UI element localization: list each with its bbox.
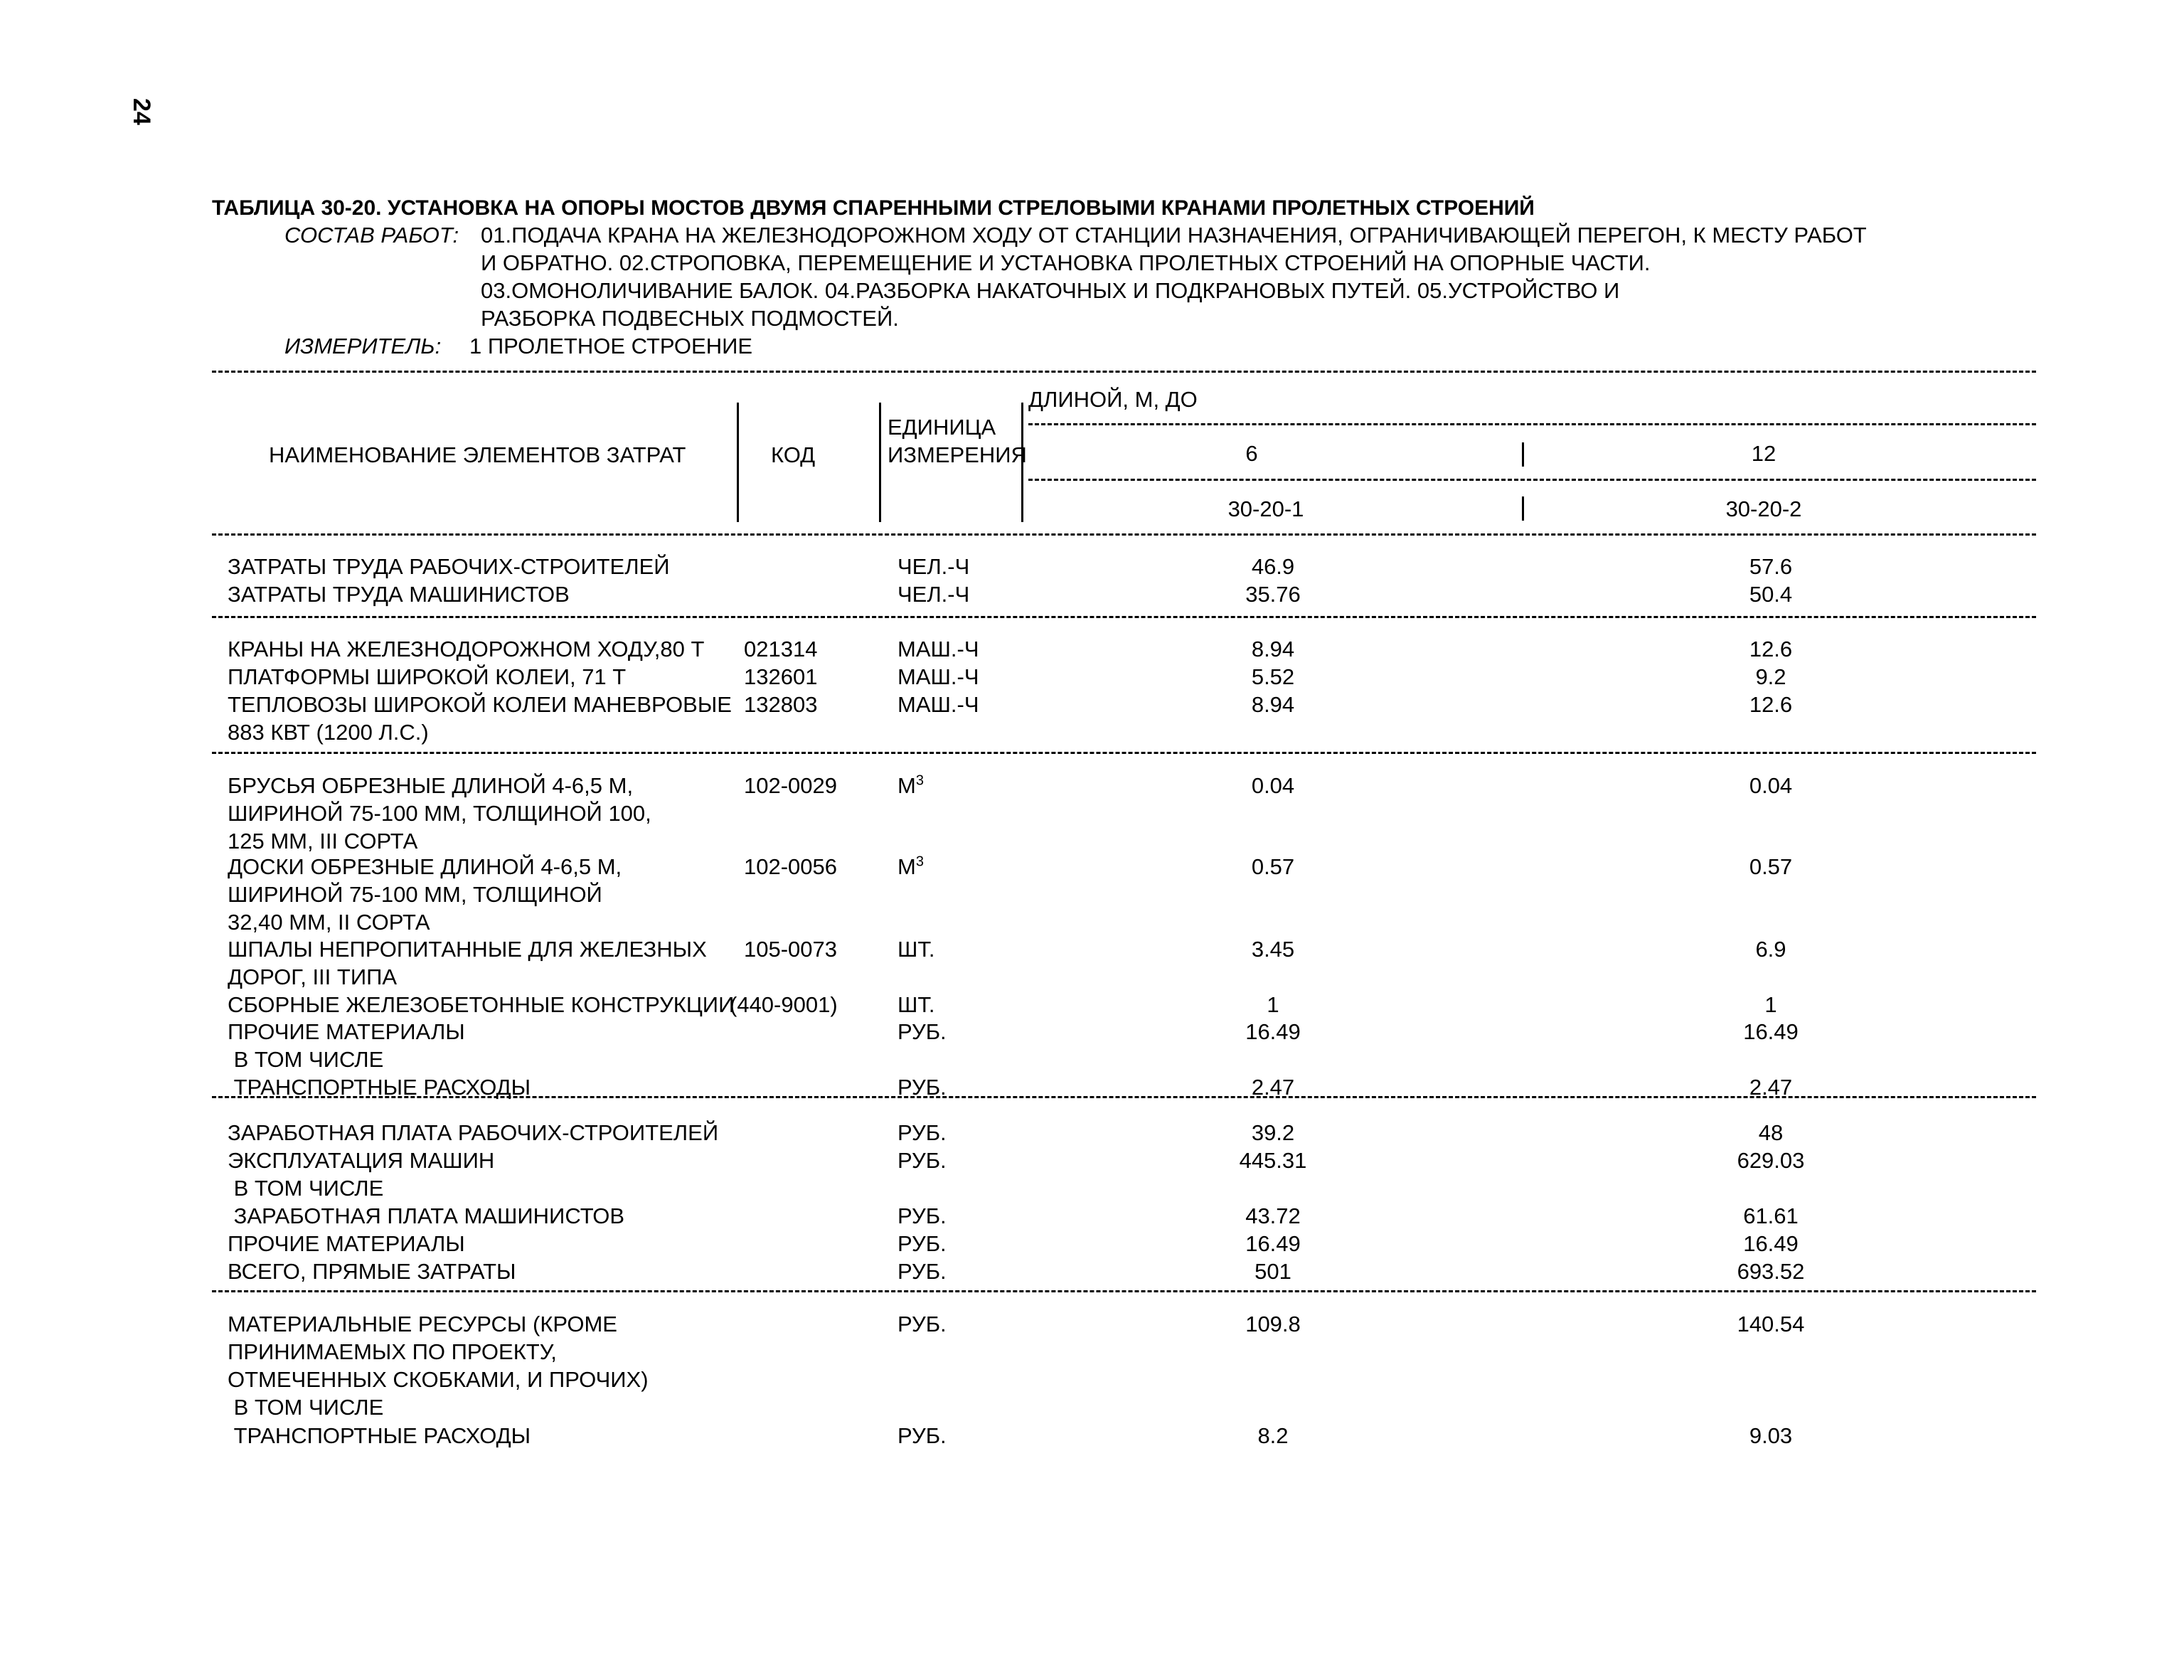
- value-col2-text: 1: [1764, 992, 1777, 1017]
- value-col2-text: 9.03: [1749, 1423, 1793, 1448]
- resource-code: [744, 691, 817, 718]
- rule: [1028, 423, 2036, 425]
- cost-name-text: ВСЕГО, ПРЯМЫЕ ЗАТРАТЫ: [228, 1259, 516, 1284]
- unit: [897, 1203, 947, 1230]
- cost-name: [228, 991, 734, 1019]
- value-col1-text: 0.04: [1251, 773, 1295, 798]
- unit: [897, 664, 979, 691]
- value-col2: [1664, 581, 1877, 608]
- header-unit: ИЗМЕРЕНИЯ: [888, 442, 1027, 467]
- col-divider: [1522, 496, 1524, 521]
- value-col1: [1166, 1147, 1380, 1174]
- cost-name: [228, 854, 622, 881]
- value-col2-text: 629.03: [1737, 1148, 1805, 1173]
- value-col1: [1166, 664, 1380, 691]
- unit-text: РУБ.: [897, 1148, 947, 1173]
- table-title: ТАБЛИЦА 30-20. УСТАНОВКА НА ОПОРЫ МОСТОВ ДВУМЯ СПАРЕННЫМИ СТРЕЛОВЫМИ КРАНАМИ ПРОЛЕТНЫХ СТРОЕНИЙ: [212, 196, 1535, 220]
- cost-name-text: ДОРОГ, III ТИПА: [228, 964, 398, 989]
- unit-text: ШТ.: [897, 937, 935, 962]
- cost-name-text: ЗАТРАТЫ ТРУДА МАШИНИСТОВ: [228, 582, 570, 607]
- value-col2: [1664, 854, 1877, 881]
- unit-text: РУБ.: [897, 1075, 947, 1100]
- unit: [897, 991, 935, 1019]
- resource-code-text: 105-0073: [744, 937, 838, 962]
- unit-text: РУБ.: [897, 1423, 947, 1448]
- cost-name: [228, 828, 417, 855]
- resource-code: [744, 772, 837, 799]
- value-col2: [1664, 1311, 1877, 1338]
- resource-code-text: 132803: [744, 692, 818, 717]
- section-rule: [212, 752, 2036, 754]
- cost-name: [228, 1147, 494, 1174]
- unit: [897, 636, 979, 663]
- unit: [897, 553, 969, 580]
- value-col2: [1664, 664, 1877, 691]
- value-col1-text: 46.9: [1251, 554, 1295, 579]
- value-col1: [1166, 1120, 1380, 1147]
- cost-name: [228, 581, 570, 608]
- cost-name-text: ПРОЧИЕ МАТЕРИАЛЫ: [228, 1231, 465, 1256]
- rule: [212, 371, 2036, 373]
- work-line: 03.ОМОНОЛИЧИВАНИЕ БАЛОК. 04.РАЗБОРКА НАКАТОЧНЫХ И ПОДКРАНОВЫХ ПУТЕЙ. 05.УСТРОЙСТВО И: [481, 278, 1620, 303]
- cost-name-text: ДОСКИ ОБРЕЗНЫЕ ДЛИНОЙ 4-6,5 М,: [228, 854, 622, 879]
- header-unit: ЕДИНИЦА: [888, 415, 996, 440]
- cost-name-text: В ТОМ ЧИСЛЕ: [228, 1176, 384, 1201]
- cost-name: [228, 1203, 624, 1230]
- cost-name: [228, 719, 429, 746]
- rule: [212, 533, 2036, 536]
- value-col1: [1166, 772, 1380, 799]
- value-col1: [1166, 854, 1380, 881]
- unit-text: РУБ.: [897, 1203, 947, 1228]
- value-col1-text: 501: [1255, 1259, 1291, 1284]
- header-col2-length: 12: [1751, 441, 1777, 466]
- unit: [897, 1258, 947, 1285]
- work-line: 01.ПОДАЧА КРАНА НА ЖЕЛЕЗНОДОРОЖНОМ ХОДУ ОТ СТАНЦИИ НАЗНАЧЕНИЯ, ОГРАНИЧИВАЮЩЕЙ ПЕРЕГОН, К МЕСТУ РАБОТ: [481, 223, 1867, 248]
- unit: [897, 1230, 947, 1258]
- cost-name: [228, 1230, 465, 1258]
- value-col2-text: 57.6: [1749, 554, 1793, 579]
- resource-code-text: 021314: [744, 637, 818, 661]
- unit-superscript: 3: [915, 854, 924, 870]
- cost-name: [228, 964, 397, 991]
- value-col1: [1166, 991, 1380, 1019]
- cost-name-text: СБОРНЫЕ ЖЕЛЕЗОБЕТОННЫЕ КОНСТРУКЦИИ: [228, 992, 735, 1017]
- value-col2-text: 0.57: [1749, 854, 1793, 879]
- cost-name: [228, 553, 670, 580]
- cost-name-text: 32,40 ММ, II СОРТА: [228, 910, 430, 935]
- cost-name: [228, 1120, 718, 1147]
- value-col1-text: 2.47: [1251, 1075, 1295, 1100]
- unit: [897, 1074, 947, 1101]
- value-col1-text: 35.76: [1245, 582, 1301, 607]
- unit-text: МАШ.-Ч: [897, 637, 979, 661]
- unit-superscript: 3: [915, 772, 924, 789]
- cost-name: [228, 909, 430, 936]
- col-divider: [1522, 442, 1524, 467]
- resource-code-text: 102-0056: [744, 854, 838, 879]
- value-col2: [1664, 936, 1877, 963]
- value-col2: [1664, 1258, 1877, 1285]
- cost-name-text: 883 КВТ (1200 Л.С.): [228, 720, 429, 745]
- unit-text: М: [897, 854, 916, 879]
- value-col1-text: 8.2: [1257, 1423, 1289, 1448]
- cost-name-text: ПРИНИМАЕМЫХ ПО ПРОЕКТУ,: [228, 1339, 557, 1364]
- value-col2-text: 9.2: [1755, 664, 1786, 689]
- value-col2: [1664, 691, 1877, 718]
- cost-name-text: КРАНЫ НА ЖЕЛЕЗНОДОРОЖНОМ ХОДУ,80 Т: [228, 637, 705, 661]
- value-col2: [1664, 553, 1877, 580]
- unit-text: РУБ.: [897, 1312, 947, 1336]
- cost-name: [228, 1423, 531, 1450]
- header-col1-code: 30-20-1: [1227, 496, 1304, 521]
- value-col1-text: 16.49: [1245, 1019, 1301, 1044]
- value-col1-text: 5.52: [1251, 664, 1295, 689]
- section-rule: [212, 1290, 2036, 1292]
- cost-name: [228, 936, 707, 963]
- unit-text: ЧЕЛ.-Ч: [897, 582, 970, 607]
- resource-code: [744, 636, 817, 663]
- work-line: И ОБРАТНО. 02.СТРОПОВКА, ПЕРЕМЕЩЕНИЕ И УСТАНОВКА ПРОЛЕТНЫХ СТРОЕНИЙ НА ОПОРНЫЕ ЧАСТИ.: [481, 250, 1651, 275]
- cost-name-text: ПРОЧИЕ МАТЕРИАЛЫ: [228, 1019, 465, 1044]
- value-col1-text: 109.8: [1245, 1312, 1301, 1336]
- value-col2: [1664, 1423, 1877, 1450]
- unit-text: ЧЕЛ.-Ч: [897, 554, 970, 579]
- value-col1: [1166, 691, 1380, 718]
- value-col1: [1166, 636, 1380, 663]
- cost-name: [228, 1046, 383, 1073]
- value-col2-text: 16.49: [1743, 1231, 1799, 1256]
- cost-name-text: ШИРИНОЙ 75-100 ММ, ТОЛЩИНОЙ: [228, 882, 602, 907]
- value-col2-text: 61.61: [1743, 1203, 1799, 1228]
- header-col2-code: 30-20-2: [1725, 496, 1802, 521]
- unit: [897, 772, 924, 799]
- value-col1: [1166, 1230, 1380, 1258]
- cost-name: [228, 636, 704, 663]
- cost-name: [228, 691, 732, 718]
- value-col2-text: 48: [1758, 1120, 1784, 1145]
- unit-text: МАШ.-Ч: [897, 692, 979, 717]
- resource-code: [730, 991, 838, 1019]
- cost-name: [228, 1074, 531, 1101]
- resource-code: [744, 664, 817, 691]
- measure-value: 1 ПРОЛЕТНОЕ СТРОЕНИЕ: [469, 334, 753, 358]
- resource-code-text: 132601: [744, 664, 818, 689]
- cost-name: [228, 1339, 557, 1366]
- cost-name-text: ТРАНСПОРТНЫЕ РАСХОДЫ: [228, 1423, 531, 1448]
- cost-name-text: БРУСЬЯ ОБРЕЗНЫЕ ДЛИНОЙ 4-6,5 М,: [228, 773, 634, 798]
- value-col1-text: 8.94: [1251, 692, 1295, 717]
- cost-name: [228, 1175, 383, 1202]
- page-number: 24: [128, 98, 155, 125]
- cost-name: [228, 881, 602, 908]
- unit: [897, 691, 979, 718]
- value-col1: [1166, 553, 1380, 580]
- value-col2: [1664, 1203, 1877, 1230]
- cost-name-text: ТРАНСПОРТНЫЕ РАСХОДЫ: [228, 1075, 531, 1100]
- cost-name-text: В ТОМ ЧИСЛЕ: [228, 1395, 384, 1420]
- value-col1: [1166, 1423, 1380, 1450]
- cost-name-text: ЗАТРАТЫ ТРУДА РАБОЧИХ-СТРОИТЕЛЕЙ: [228, 554, 670, 579]
- work-line: РАЗБОРКА ПОДВЕСНЫХ ПОДМОСТЕЙ.: [481, 306, 899, 331]
- value-col1: [1166, 1258, 1380, 1285]
- unit-text: ШТ.: [897, 992, 935, 1017]
- unit: [897, 1423, 947, 1450]
- header-length: ДЛИНОЙ, М, ДО: [1028, 387, 1198, 412]
- value-col2: [1664, 1230, 1877, 1258]
- value-col1: [1166, 936, 1380, 963]
- measure-label: ИЗМЕРИТЕЛЬ:: [284, 334, 442, 358]
- unit: [897, 936, 935, 963]
- unit: [897, 1019, 947, 1046]
- cost-name: [228, 1394, 383, 1421]
- resource-code-text: (440-9001): [730, 992, 838, 1017]
- value-col2-text: 6.9: [1755, 937, 1786, 962]
- cost-name-text: ПЛАТФОРМЫ ШИРОКОЙ КОЛЕИ, 71 Т: [228, 664, 627, 689]
- cost-name-text: ОТМЕЧЕННЫХ СКОБКАМИ, И ПРОЧИХ): [228, 1367, 649, 1392]
- cost-name: [228, 800, 651, 827]
- value-col2-text: 2.47: [1749, 1075, 1793, 1100]
- value-col1: [1166, 1019, 1380, 1046]
- header-name: НАИМЕНОВАНИЕ ЭЛЕМЕНТОВ ЗАТРАТ: [269, 442, 686, 467]
- value-col1-text: 3.45: [1251, 937, 1295, 962]
- unit: [897, 1120, 947, 1147]
- value-col1-text: 8.94: [1251, 637, 1295, 661]
- value-col2: [1664, 1120, 1877, 1147]
- cost-name-text: В ТОМ ЧИСЛЕ: [228, 1047, 384, 1072]
- value-col2-text: 12.6: [1749, 637, 1793, 661]
- work-composition-label: СОСТАВ РАБОТ:: [284, 223, 459, 248]
- unit-text: М: [897, 773, 916, 798]
- unit-text: РУБ.: [897, 1019, 947, 1044]
- value-col1: [1166, 1074, 1380, 1101]
- cost-name-text: ШПАЛЫ НЕПРОПИТАННЫЕ ДЛЯ ЖЕЛЕЗНЫХ: [228, 937, 707, 962]
- value-col2-text: 50.4: [1749, 582, 1793, 607]
- cost-name: [228, 1258, 516, 1285]
- resource-code: [744, 936, 837, 963]
- unit-text: РУБ.: [897, 1259, 947, 1284]
- cost-name-text: ЗАРАБОТНАЯ ПЛАТА РАБОЧИХ-СТРОИТЕЛЕЙ: [228, 1120, 719, 1145]
- col-divider: [737, 403, 739, 522]
- unit: [897, 1311, 947, 1338]
- cost-name-text: МАТЕРИАЛЬНЫЕ РЕСУРСЫ (КРОМЕ: [228, 1312, 617, 1336]
- header-code: КОД: [771, 442, 816, 467]
- value-col1-text: 445.31: [1239, 1148, 1307, 1173]
- rule: [1028, 479, 2036, 481]
- unit-text: МАШ.-Ч: [897, 664, 979, 689]
- value-col2: [1664, 1147, 1877, 1174]
- cost-name-text: 125 ММ, III СОРТА: [228, 829, 418, 854]
- col-divider: [879, 403, 881, 522]
- value-col2: [1664, 1019, 1877, 1046]
- value-col2: [1664, 1074, 1877, 1101]
- value-col2-text: 12.6: [1749, 692, 1793, 717]
- cost-name: [228, 1366, 649, 1393]
- value-col2-text: 693.52: [1737, 1259, 1805, 1284]
- resource-code: [744, 854, 837, 881]
- section-rule: [212, 616, 2036, 618]
- value-col1: [1166, 581, 1380, 608]
- value-col1-text: 16.49: [1245, 1231, 1301, 1256]
- unit: [897, 854, 924, 881]
- header-col1-length: 6: [1245, 441, 1258, 466]
- value-col2: [1664, 991, 1877, 1019]
- cost-name: [228, 772, 633, 799]
- value-col1-text: 43.72: [1245, 1203, 1301, 1228]
- value-col1-text: 39.2: [1251, 1120, 1295, 1145]
- unit-text: РУБ.: [897, 1231, 947, 1256]
- cost-name-text: ТЕПЛОВОЗЫ ШИРОКОЙ КОЛЕИ МАНЕВРОВЫЕ: [228, 692, 732, 717]
- cost-name-text: ШИРИНОЙ 75-100 ММ, ТОЛЩИНОЙ 100,: [228, 801, 651, 826]
- value-col1: [1166, 1311, 1380, 1338]
- value-col1-text: 1: [1267, 992, 1279, 1017]
- unit-text: РУБ.: [897, 1120, 947, 1145]
- value-col1-text: 0.57: [1251, 854, 1295, 879]
- value-col2: [1664, 772, 1877, 799]
- value-col2-text: 0.04: [1749, 773, 1793, 798]
- resource-code-text: 102-0029: [744, 773, 838, 798]
- cost-name: [228, 664, 626, 691]
- value-col2: [1664, 636, 1877, 663]
- unit: [897, 581, 969, 608]
- cost-name: [228, 1311, 617, 1338]
- cost-name-text: ЭКСПЛУАТАЦИЯ МАШИН: [228, 1148, 495, 1173]
- value-col2-text: 16.49: [1743, 1019, 1799, 1044]
- value-col2-text: 140.54: [1737, 1312, 1805, 1336]
- value-col1: [1166, 1203, 1380, 1230]
- cost-name: [228, 1019, 465, 1046]
- cost-name-text: ЗАРАБОТНАЯ ПЛАТА МАШИНИСТОВ: [228, 1203, 625, 1228]
- unit: [897, 1147, 947, 1174]
